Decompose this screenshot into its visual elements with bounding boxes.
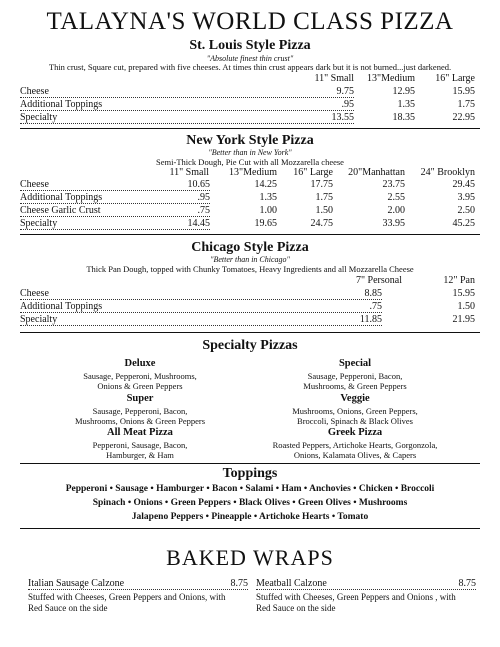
size-label: 12" Pan	[443, 275, 475, 286]
divider	[20, 463, 480, 464]
price: 1.50	[457, 301, 475, 312]
st-louis-size-header	[20, 73, 475, 85]
wrap-item-meatball	[256, 578, 476, 590]
desc-line: Mushrooms, Onions & Green Peppers	[74, 416, 206, 426]
specialty-desc-deluxe	[40, 371, 240, 391]
price: 22.95	[452, 112, 475, 123]
st-louis-description: Thin crust, Square cut, prepared with five cheeses. At times thin crust appears dark but it is not burned...just darkened.	[48, 62, 452, 72]
row-label: Cheese Garlic Crust	[20, 205, 101, 216]
price: 24.75	[310, 218, 333, 229]
price: 2.00	[387, 205, 405, 216]
price: 45.25	[452, 218, 475, 229]
price: 21.95	[452, 314, 475, 325]
price: .75	[369, 301, 382, 312]
desc-line: Mushrooms, Onions, Green Peppers,	[292, 406, 418, 416]
new-york-row-garlic-crust	[20, 205, 210, 217]
chicago-row-toppings	[20, 301, 382, 313]
divider	[20, 528, 480, 529]
price: 1.35	[259, 192, 277, 203]
row-label: Additional Toppings	[20, 99, 103, 110]
price: 1.75	[457, 99, 475, 110]
price: 2.50	[457, 205, 475, 216]
row-label: Specialty	[20, 218, 58, 229]
price: 2.55	[387, 192, 405, 203]
specialty-desc-all-meat	[40, 440, 240, 460]
price: 3.95	[457, 192, 475, 203]
toppings-title: Toppings	[222, 466, 278, 481]
size-label: 16" Large	[293, 167, 333, 178]
price: 23.75	[382, 179, 405, 190]
wrap-price: 8.75	[458, 578, 476, 589]
size-label: 11" Small	[169, 167, 209, 178]
price: 29.45	[452, 179, 475, 190]
page-title: TALAYNA'S WORLD CLASS PIZZA	[46, 8, 454, 35]
chicago-tagline: "Better than in Chicago"	[210, 255, 290, 264]
size-label: 11" Small	[314, 73, 354, 84]
new-york-row-specialty	[20, 218, 210, 230]
st-louis-tagline: "Absolute finest thin crust"	[206, 54, 294, 63]
specialty-name-veggie: Veggie	[340, 393, 370, 404]
row-label: Cheese	[20, 86, 49, 97]
specialty-title: Specialty Pizzas	[202, 338, 298, 353]
wrap-desc: Stuffed with Cheeses, Green Peppers and Onions , with Red Sauce on the side	[256, 592, 456, 613]
price: 13.55	[331, 112, 354, 123]
st-louis-row-toppings	[20, 99, 354, 111]
desc-line: Onions, Kalamata Olives, & Capers	[293, 450, 417, 460]
desc-line: Mushrooms, & Green Peppers	[303, 381, 407, 391]
specialty-desc-super	[40, 406, 240, 426]
desc-line: Onions & Green Peppers	[97, 381, 183, 391]
price: .95	[197, 192, 210, 203]
specialty-name-special: Special	[338, 358, 372, 369]
st-louis-row-cheese-prices	[354, 86, 475, 98]
size-label: 13"Medium	[367, 73, 415, 84]
price: 15.95	[452, 288, 475, 299]
new-york-row-toppings-prices	[210, 192, 475, 204]
price: 17.75	[310, 179, 333, 190]
new-york-description: Semi-Thick Dough, Pie Cut with all Mozzarella cheese	[156, 157, 344, 167]
new-york-size-header	[20, 167, 475, 179]
size-label: 24" Brooklyn	[420, 167, 475, 178]
row-label: Specialty	[20, 314, 58, 325]
st-louis-row-cheese	[20, 86, 354, 98]
row-label: Additional Toppings	[20, 301, 103, 312]
toppings-line: Jalapeno Peppers • Pineapple • Artichoke Hearts • Tomato	[131, 512, 369, 522]
specialty-desc-veggie	[255, 406, 455, 426]
new-york-row-specialty-prices	[210, 218, 475, 230]
st-louis-title: St. Louis Style Pizza	[189, 38, 311, 53]
specialty-name-deluxe: Deluxe	[124, 358, 156, 369]
row-label: Cheese	[20, 179, 49, 190]
st-louis-row-specialty	[20, 112, 354, 124]
divider	[20, 234, 480, 235]
chicago-title: Chicago Style Pizza	[191, 240, 309, 255]
chicago-row-cheese	[20, 288, 382, 300]
size-label: 20"Manhattan	[348, 167, 405, 178]
chicago-row-toppings-prices	[382, 301, 475, 313]
chicago-size-header	[20, 275, 475, 287]
row-label: Cheese	[20, 288, 49, 299]
price: .95	[341, 99, 354, 110]
desc-line: Sausage, Pepperoni, Bacon,	[307, 371, 403, 381]
wraps-title: BAKED WRAPS	[166, 545, 334, 570]
price: 9.75	[336, 86, 354, 97]
price: 11.85	[359, 314, 382, 325]
size-label: 7" Personal	[355, 275, 402, 286]
price: 33.95	[382, 218, 405, 229]
price: 8.85	[364, 288, 382, 299]
chicago-row-specialty-prices	[382, 314, 475, 326]
wrap-price: 8.75	[230, 578, 248, 589]
price: 10.65	[187, 179, 210, 190]
wrap-item-italian-sausage	[28, 578, 248, 590]
desc-line: Hamburger, & Ham	[106, 450, 174, 460]
new-york-row-garlic-crust-prices	[210, 205, 475, 217]
wrap-desc: Stuffed with Cheeses, Green Peppers and Onions, with Red Sauce on the side	[28, 592, 226, 613]
price: 1.35	[397, 99, 415, 110]
new-york-row-cheese	[20, 179, 210, 191]
chicago-row-specialty	[20, 314, 382, 326]
price: .75	[197, 205, 210, 216]
desc-line: Sausage, Pepperoni, Mushrooms,	[83, 371, 197, 381]
specialty-name-greek: Greek Pizza	[327, 427, 383, 438]
specialty-desc-special	[255, 371, 455, 391]
divider	[20, 332, 480, 333]
st-louis-row-specialty-prices	[354, 112, 475, 124]
toppings-line: Pepperoni • Sausage • Hamburger • Bacon • Salami • Ham • Anchovies • Chicken • Broccoli	[65, 484, 435, 494]
row-label: Additional Toppings	[20, 192, 103, 203]
price: 12.95	[392, 86, 415, 97]
size-label: 16" Large	[435, 73, 475, 84]
size-label: 13"Medium	[229, 167, 277, 178]
price: 18.35	[392, 112, 415, 123]
wrap-name: Meatball Calzone	[256, 578, 327, 589]
price: 1.75	[315, 192, 333, 203]
row-label: Specialty	[20, 112, 58, 123]
price: 1.50	[315, 205, 333, 216]
chicago-row-cheese-prices	[382, 288, 475, 300]
new-york-tagline: "Better than in New York"	[208, 148, 292, 157]
toppings-line: Spinach • Onions • Green Peppers • Black Olives • Green Olives • Mushrooms	[92, 498, 408, 508]
divider	[20, 128, 480, 129]
new-york-row-toppings	[20, 192, 210, 204]
st-louis-row-toppings-prices	[354, 99, 475, 111]
desc-line: Sausage, Pepperoni, Bacon,	[92, 406, 188, 416]
specialty-desc-greek	[245, 440, 465, 460]
price: 14.45	[187, 218, 210, 229]
new-york-row-cheese-prices	[210, 179, 475, 191]
wrap-name: Italian Sausage Calzone	[28, 578, 125, 589]
price: 14.25	[254, 179, 277, 190]
price: 15.95	[452, 86, 475, 97]
chicago-description: Thick Pan Dough, topped with Chunky Tomatoes, Heavy Ingredients and all Mozzarella Cheese	[86, 264, 414, 274]
specialty-name-super: Super	[126, 393, 154, 404]
desc-line: Broccoli, Spinach & Black Olives	[297, 416, 413, 426]
new-york-title: New York Style Pizza	[186, 133, 314, 148]
desc-line: Roasted Peppers, Artichoke Hearts, Gorgonzola,	[272, 440, 438, 450]
price: 19.65	[254, 218, 277, 229]
specialty-name-all-meat: All Meat Pizza	[107, 427, 173, 438]
desc-line: Pepperoni, Sausage, Bacon,	[92, 440, 188, 450]
price: 1.00	[259, 205, 277, 216]
